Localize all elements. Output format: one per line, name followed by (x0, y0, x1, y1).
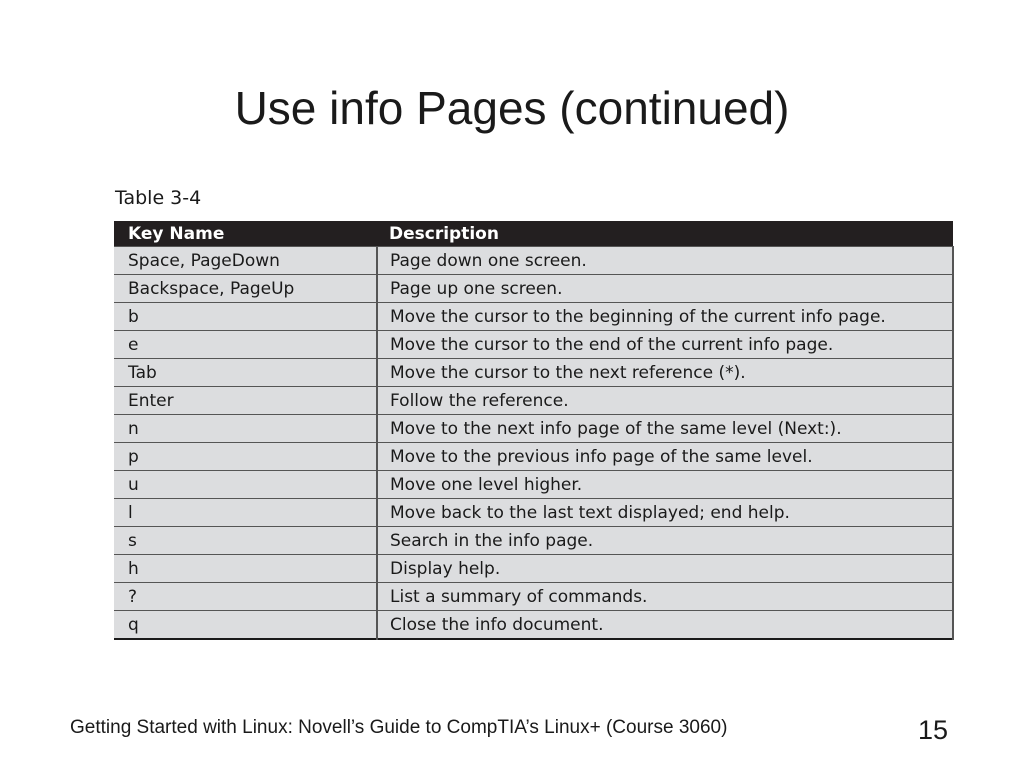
page-number: 15 (918, 715, 949, 745)
key-name-cell: b (114, 303, 377, 331)
table-body (114, 247, 953, 640)
description-cell: Display help. (377, 555, 953, 583)
table-row (114, 415, 953, 443)
header-key-name: Key Name (114, 221, 377, 247)
description-cell: Move the cursor to the next reference (*). (377, 359, 953, 387)
table-row (114, 359, 953, 387)
key-name-cell: Space, PageDown (114, 247, 377, 275)
key-name-cell: n (114, 415, 377, 443)
table-row (114, 583, 953, 611)
key-name-cell: ? (114, 583, 377, 611)
key-name-cell: q (114, 611, 377, 640)
table-row (114, 387, 953, 415)
slide-title: Use info Pages (continued) (234, 82, 790, 134)
table-header-row (114, 221, 953, 247)
table-row (114, 499, 953, 527)
table-row (114, 555, 953, 583)
key-name-cell: p (114, 443, 377, 471)
description-cell: Page up one screen. (377, 275, 953, 303)
description-cell: Move back to the last text displayed; end help. (377, 499, 953, 527)
header-description: Description (377, 221, 953, 247)
key-name-cell: s (114, 527, 377, 555)
description-cell: Move to the previous info page of the same level. (377, 443, 953, 471)
table-row (114, 527, 953, 555)
description-cell: Search in the info page. (377, 527, 953, 555)
key-name-cell: Tab (114, 359, 377, 387)
key-name-cell: u (114, 471, 377, 499)
key-name-cell: l (114, 499, 377, 527)
table-row (114, 471, 953, 499)
description-cell: Move the cursor to the end of the current info page. (377, 331, 953, 359)
key-name-cell: Enter (114, 387, 377, 415)
key-table (114, 221, 954, 640)
key-name-cell: Backspace, PageUp (114, 275, 377, 303)
footer-text: Getting Started with Linux: Novell’s Guide to CompTIA’s Linux+ (Course 3060) (70, 717, 728, 738)
description-cell: Follow the reference. (377, 387, 953, 415)
table-row (114, 443, 953, 471)
table-row (114, 275, 953, 303)
description-cell: Move one level higher. (377, 471, 953, 499)
table-row (114, 247, 953, 275)
key-name-cell: h (114, 555, 377, 583)
description-cell: Move the cursor to the beginning of the current info page. (377, 303, 953, 331)
description-cell: List a summary of commands. (377, 583, 953, 611)
table-caption: Table 3-4 (115, 187, 202, 209)
table-row (114, 611, 953, 640)
description-cell: Close the info document. (377, 611, 953, 640)
table-row (114, 303, 953, 331)
table-row (114, 331, 953, 359)
description-cell: Move to the next info page of the same level (Next:). (377, 415, 953, 443)
key-name-cell: e (114, 331, 377, 359)
description-cell: Page down one screen. (377, 247, 953, 275)
